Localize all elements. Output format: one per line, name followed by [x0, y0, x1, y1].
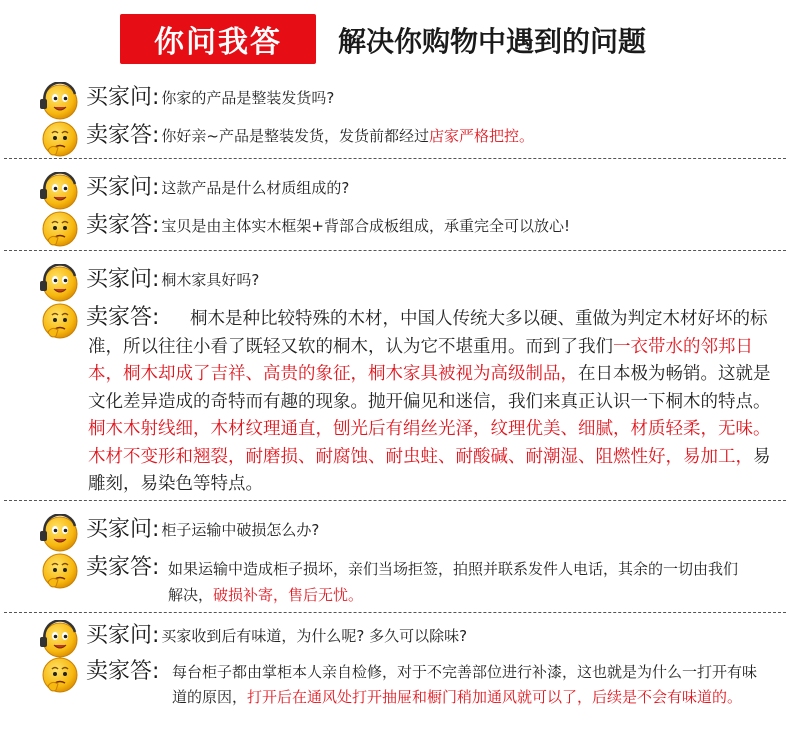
headset-smiley-icon — [36, 82, 80, 122]
section-divider — [4, 500, 786, 501]
thinking-smiley-icon — [36, 120, 80, 160]
qa-1-answer-row — [36, 120, 770, 160]
seller-label: 卖家答: — [86, 213, 160, 238]
qa-2-answer-row — [36, 210, 770, 250]
title-badge: 你问我答 — [120, 14, 316, 64]
question-text: 买家收到后有味道，为什么呢? 多久可以除味? — [161, 627, 468, 645]
question-text: 桐木家具好吗? — [161, 271, 260, 289]
question-text: 你家的产品是整装发货吗? — [161, 89, 335, 107]
question-text: 柜子运输中破损怎么办? — [161, 521, 320, 539]
section-divider — [4, 250, 786, 251]
headset-smiley-icon — [36, 620, 80, 660]
long-answer-text: 桐木是种比较特殊的木材，中国人传统大多以硬、重做为判定木材好坏的标准，所以往往小看了既轻又软的桐木，认为它不堪重用。而到了我们一衣带水的邻邦日本，桐木却成了吉祥、高贵的象征，桐木家具被视为高级制品，在日本极为畅销。这就是文化差异造成的奇特而有趣的现象。抛开偏见和迷信，我们来真正认识一下桐木的特点。桐木木射线细，木材纹理通直，刨光后有绢丝光泽，纹理优美、细腻，材质轻柔，无味。木材不变形和翘裂，耐磨损、耐腐蚀、耐虫蛀、耐酸碱、耐潮湿、阻燃性好，易加工，易雕刻，易染色等特点。 — [88, 309, 771, 494]
answer-text: 宝贝是由主体实木框架+背部合成板组成，承重完全可以放心! — [161, 217, 571, 235]
thinking-smiley-icon — [36, 302, 80, 342]
qa-4-question-row — [36, 514, 770, 554]
answer-text: 如果运输中造成柜子损坏，亲们当场拒签，拍照并联系发件人电话，其余的一切由我们解决，破损补寄，售后无忧。 — [168, 560, 739, 604]
thinking-smiley-icon — [36, 656, 80, 696]
qa-3-question-row — [36, 264, 770, 304]
headset-smiley-icon — [36, 172, 80, 212]
answer-text: 你好亲~产品是整装发货，发货前都经过店家严格把控。 — [161, 127, 535, 145]
qa-5-question-row — [36, 620, 770, 660]
buyer-label: 买家问: — [86, 623, 160, 648]
seller-label: 卖家答: — [86, 305, 160, 330]
headset-smiley-icon — [36, 264, 80, 304]
buyer-label: 买家问: — [86, 85, 160, 110]
answer-text: 每台柜子都由掌柜本人亲自检修，对于不完善部位进行补漆，这也就是为什么一打开有味道的原因，打开后在通风处打开抽屉和橱门稍加通风就可以了，后续是不会有味道的。 — [172, 663, 758, 706]
qa-1-question-row — [36, 82, 770, 122]
buyer-label: 买家问: — [86, 175, 160, 200]
seller-label: 卖家答: — [86, 555, 160, 580]
qa-2-question-row — [36, 172, 770, 212]
page-subtitle: 解决你购物中遇到的问题 — [338, 25, 647, 58]
headset-smiley-icon — [36, 514, 80, 554]
section-divider — [4, 612, 786, 613]
seller-label: 卖家答: — [86, 123, 160, 148]
section-divider — [4, 158, 786, 159]
question-text: 这款产品是什么材质组成的? — [161, 179, 350, 197]
seller-label: 卖家答: — [86, 659, 160, 684]
buyer-label: 买家问: — [86, 517, 160, 542]
thinking-smiley-icon — [36, 552, 80, 592]
page-header — [0, 0, 790, 80]
buyer-label: 买家问: — [86, 267, 160, 292]
thinking-smiley-icon — [36, 210, 80, 250]
